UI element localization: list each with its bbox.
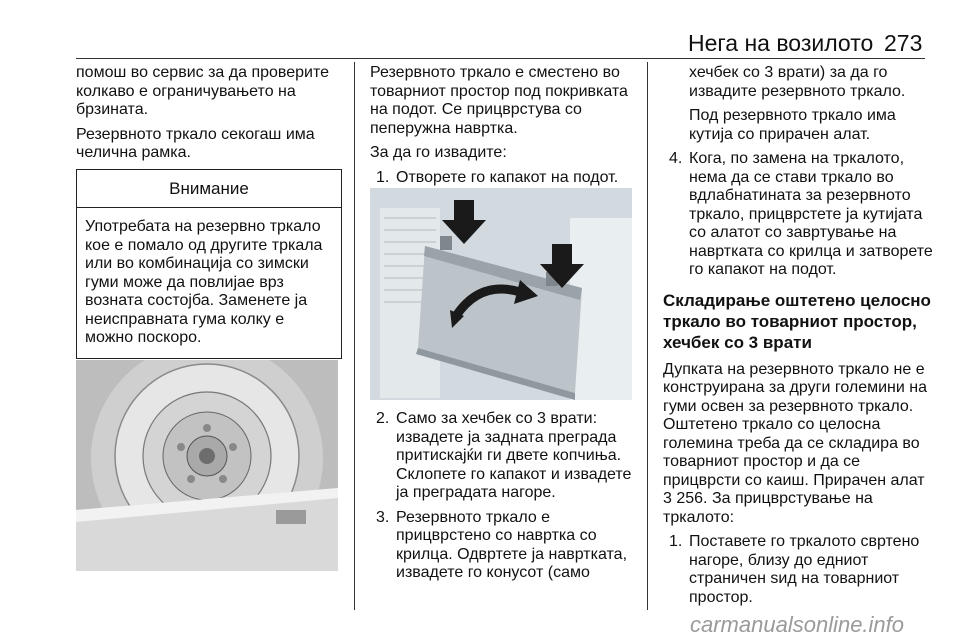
note: Под резервното тркало има кутија со прирачен алат. <box>689 107 896 143</box>
page-number: 273 <box>884 30 923 56</box>
footer-watermark: carmanualsonline.info <box>690 612 905 637</box>
list-item: 4. Кога, по замена на тркалото, нема да се стави тркало во вдлабнатината за резервното тркало, прицврстете ја кутијата со алатот со завртување на навртката со крилца и затворете го капакот на подот. <box>669 150 933 278</box>
page-reference-text: 256. За прицврстување на тркалото: <box>663 490 873 526</box>
warning-text: Употребата на резервно тркало кое е помало од другите тркала или во комбинација со зимски гуми може да повлијае врз возната состојба. Заменете ја неисправната гума колку е можно поскоро. <box>85 218 323 346</box>
column-rule-left <box>354 62 355 610</box>
column-2-lower <box>370 410 632 589</box>
column-3 <box>663 64 933 613</box>
warning-box <box>76 169 342 359</box>
spare-wheel-illustration <box>76 360 338 571</box>
steps-list <box>663 533 933 607</box>
page-reference-icon: 3 <box>663 490 672 507</box>
header-rule <box>76 58 925 59</box>
column-1 <box>76 64 342 359</box>
warning-title: Внимание <box>77 170 341 209</box>
list-item: 2. Само за хечбек со 3 врати: извадете ја задната преграда притискајќи ги двете копчиња. Склопете го капакот и извадете ја преградата нагоре. <box>376 410 632 501</box>
floor-cover-illustration <box>370 188 632 400</box>
paragraph: За да го извадите: <box>370 144 507 161</box>
column-rule-right <box>647 62 648 610</box>
list-item: 3. Резервното тркало е прицврстено со навртка со крилца. Одвртете ја навртката, извадете го конусот (само <box>376 508 628 581</box>
list-item: 1. Отворете го капакот на подот. <box>376 168 619 186</box>
steps-list <box>663 150 933 280</box>
paragraph: Дупката на резервното тркало не е конструирана за други големини на гуми освен за резервното тркало. Оштетено тркало со целосна големина треба да се складира во товарниот простор и да се прицврсти со каиш. Прирачен алат 3 256. За прицврстување на тркалото: <box>663 360 927 526</box>
list-item: 1. Поставете го тркалото свртено нагоре, близу до едниот страничен ѕид на товарниот простор. <box>669 533 920 606</box>
steps-list <box>370 169 632 188</box>
paragraph: хечбек со 3 врати) за да го извадите резервното тркало. <box>689 64 906 100</box>
page-header-title: Нега на возилото <box>688 30 874 56</box>
steps-list <box>370 410 632 583</box>
section-heading: Складирање оштетено целосно тркало во товарниот простор, хечбек со 3 врати <box>663 290 931 352</box>
column-2 <box>370 64 632 193</box>
paragraph: помош во сервис за да проверите колкаво е ограничувањето на брзината. <box>76 64 330 118</box>
paragraph: Резервното тркало секогаш има челична рамка. <box>76 125 315 161</box>
paragraph: Резервното тркало е сместено во товарниот простор под покривката на подот. Се прицврстува со пеперужна навртка. <box>370 64 628 137</box>
